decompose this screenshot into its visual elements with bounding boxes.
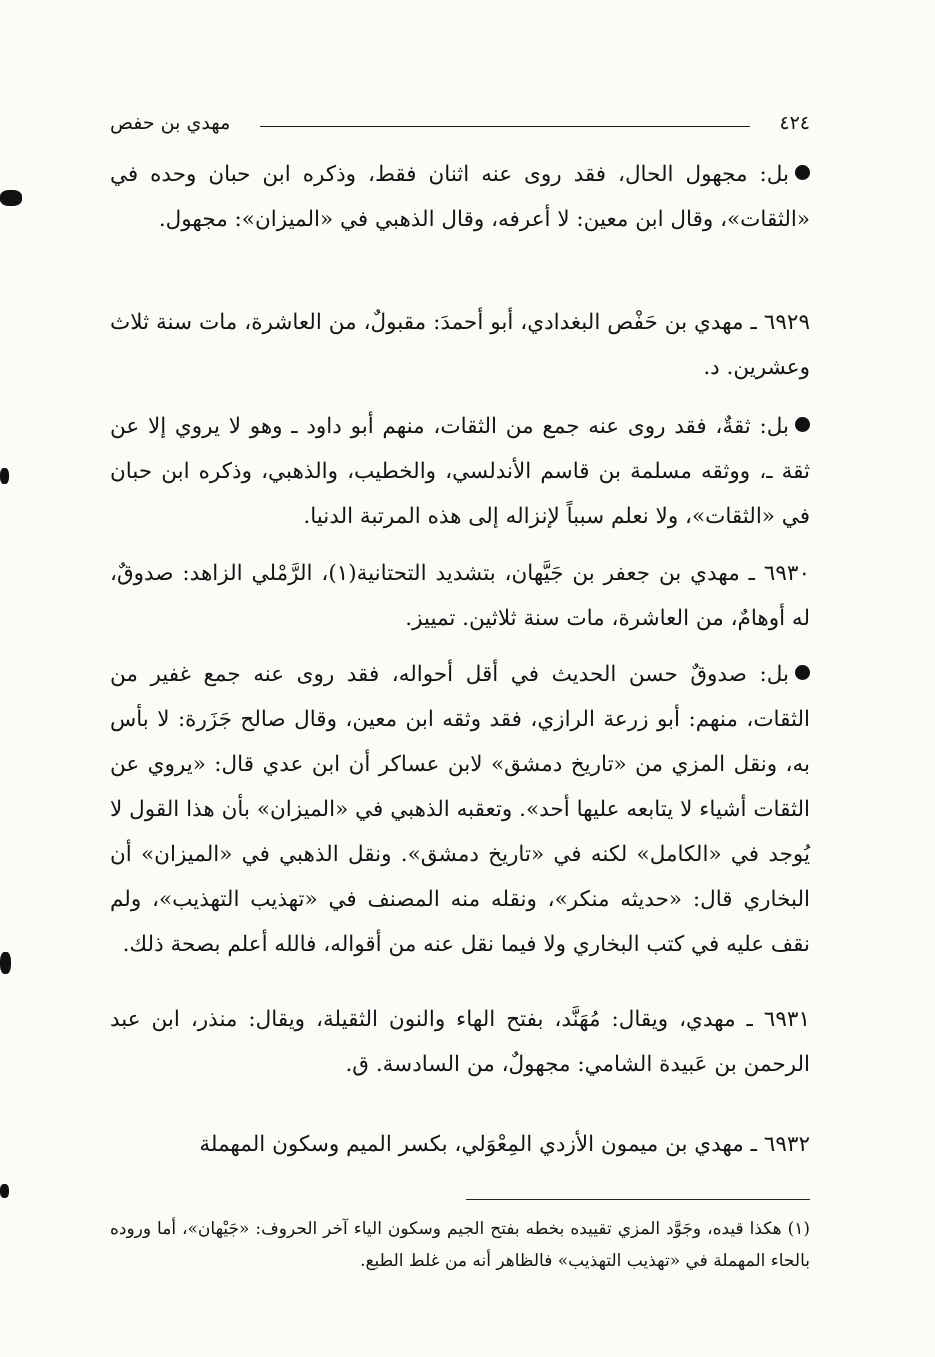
margin-ink-mark [0, 952, 11, 974]
comment-paragraph: بل: ثقةٌ، فقد روى عنه جمع من الثقات، منهم أبو داود ـ وهو لا يروي إلا عن ثقة ـ، ووثقه مسلمة بن قاسم الأندلسي، والخطيب، والذهبي، وذكره ابن حبان في «الثقات»، ولا نعلم سبباً لإنزاله إلى هذه المرتبة الدنيا. [110, 414, 810, 529]
page-number: ٤٢٤ [779, 112, 810, 134]
comment-paragraph: بل: صدوقٌ حسن الحديث في أقل أحواله، فقد روى عنه جمع غفير من الثقات، منهم: أبو زرعة الرازي، فقد وثقه ابن معين، وقال صالح جَزَرة: لا بأس به، ونقل المزي من «تاريخ دمشق» لابن عساكر أن ابن عدي قال: «يروي عن الثقات أشياء لا يتابعه عليها أحد». وتعقبه الذهبي في «الميزان» بأن هذا القول لا يُوجد في «الكامل» لكنه في «تاريخ دمشق». ونقل الذهبي في «الميزان» أن البخاري قال: «حديثه منكر»، ونقله منه المصنف في «تهذيب التهذيب»، ولم نقف عليه في كتب البخاري ولا فيما نقل عنه من أقواله، فالله أعلم بصحة ذلك. [110, 662, 810, 957]
bullet-dot-icon [795, 165, 810, 180]
margin-ink-mark [0, 468, 9, 484]
entry-6929: ٦٩٢٩ ـ مهدي بن حَفْص البغدادي، أبو أحمدَ: مقبولٌ، من العاشرة، مات سنة ثلاث وعشرين. د. [110, 310, 810, 380]
margin-ink-mark [0, 190, 22, 206]
book-page [110, 100, 810, 1340]
running-title: مهدي بن حفص [110, 112, 231, 134]
margin-ink-mark [0, 1184, 9, 1198]
footnote: (١) هكذا قيده، وجَوَّد المزي تقييده بخطه بفتح الجيم وسكون الياء آخر الحروف: «جَيْهان»، أما وروده بالحاء المهملة في «تهذيب التهذيب» فالظاهر أنه من غلط الطبع. [110, 1219, 810, 1271]
entry-6931: ٦٩٣١ ـ مهدي، ويقال: مُهَنَّد، بفتح الهاء والنون الثقيلة، ويقال: منذر، ابن عبد الرحمن بن عَبيدة الشامي: مجهولٌ، من السادسة. ق. [110, 1007, 810, 1077]
header-rule [260, 126, 750, 127]
entry-6932: ٦٩٣٢ ـ مهدي بن ميمون الأزدي المِعْوَلي، بكسر الميم وسكون المهملة [199, 1132, 810, 1157]
bullet-dot-icon [795, 417, 810, 432]
bullet-dot-icon [795, 665, 810, 680]
footnote-rule [466, 1199, 810, 1200]
page-header [110, 100, 810, 136]
comment-paragraph: بل: مجهول الحال، فقد روى عنه اثنان فقط، وذكره ابن حبان وحده في «الثقات»، وقال ابن معين: لا أعرفه، وقال الذهبي في «الميزان»: مجهول. [110, 162, 810, 232]
entry-6930: ٦٩٣٠ ـ مهدي بن جعفر بن جَيَّهان، بتشديد التحتانية(١)، الرَّمْلي الزاهد: صدوقٌ، له أوهامٌ، من العاشرة، مات سنة ثلاثين. تمييز. [110, 561, 810, 631]
